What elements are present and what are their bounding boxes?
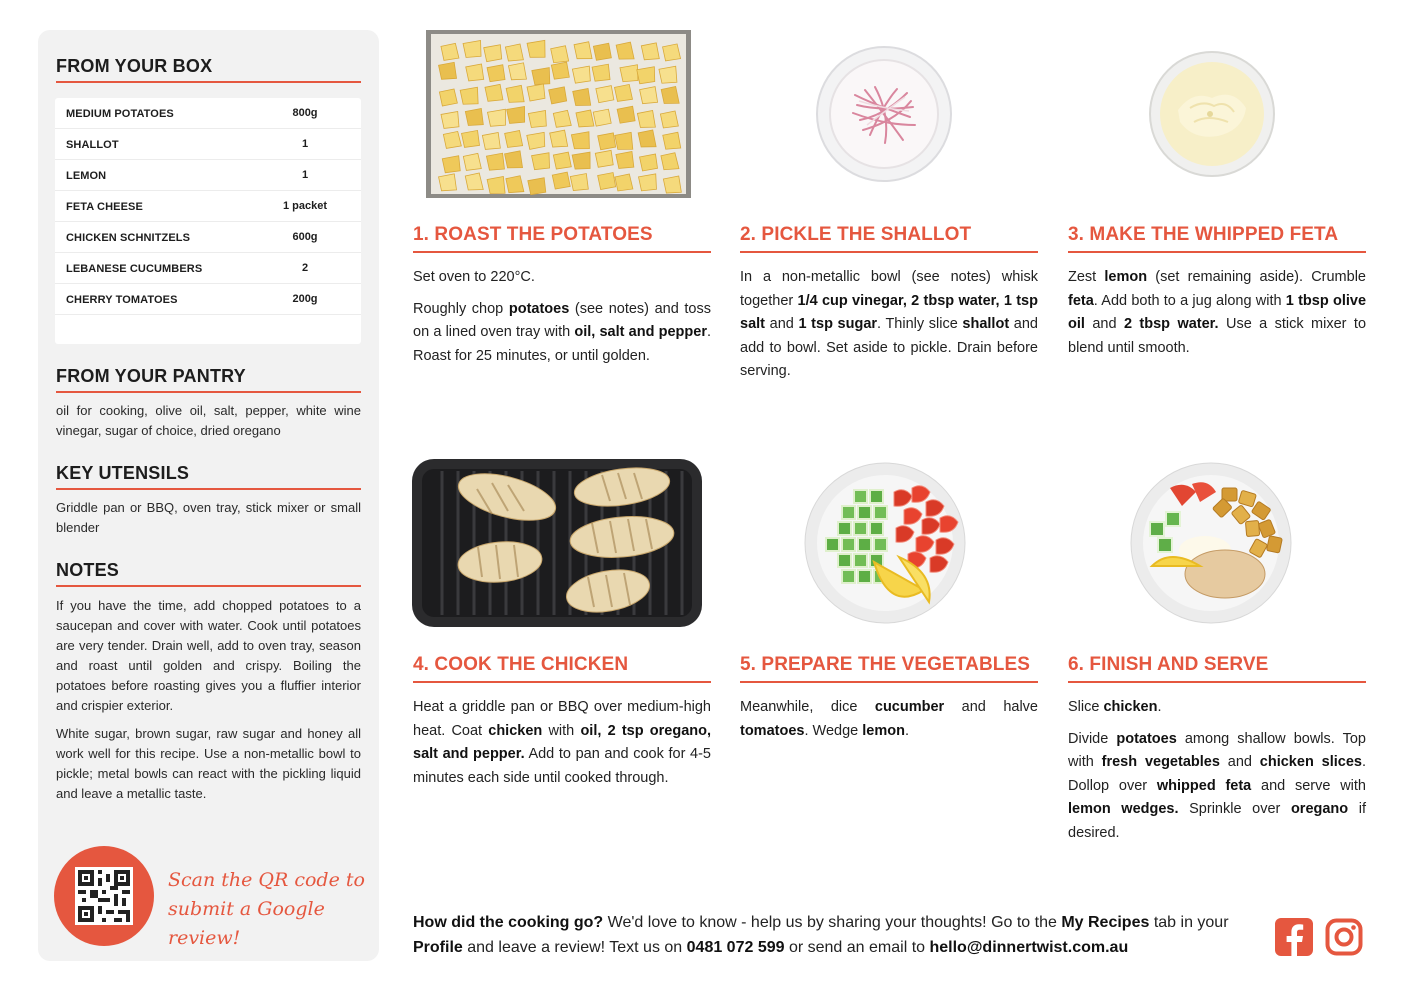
text: Heat a griddle pan or BBQ over medium-high heat. Coat	[413, 699, 711, 739]
qr-code-icon[interactable]	[75, 867, 133, 925]
cucumber-cube	[842, 538, 855, 551]
table-row	[55, 284, 361, 315]
potato-cube	[439, 89, 457, 106]
text: .	[1157, 699, 1162, 715]
cucumber-cube	[826, 538, 839, 551]
ingredient: chicken	[1103, 699, 1158, 715]
potato-cube	[532, 68, 550, 85]
text: and	[765, 316, 799, 332]
qr-caption-line-2: submit a Google review!	[168, 898, 325, 949]
potato-cube	[505, 44, 523, 61]
ingredient-name: LEBANESE CUCUMBERS	[66, 263, 203, 275]
ingredient-name: LEMON	[66, 170, 107, 182]
ingredient-name: CHICKEN SCHNITZELS	[66, 232, 191, 244]
ingredient-qty: 600g	[292, 231, 318, 243]
table-row	[55, 253, 361, 284]
potato-cube	[507, 106, 525, 123]
potato-cube	[485, 84, 503, 101]
text: tab in your	[1149, 914, 1229, 931]
notes-paragraph-2: White sugar, brown sugar, raw sugar and honey all work well for this recipe. Use a non-metallic bowl to pickle; metal bowls can react with the pickling liquid and leave a metallic taste.	[56, 726, 361, 801]
text: In a non-metallic bowl (see notes) whisk together	[740, 269, 1038, 309]
ingredients-table	[55, 98, 361, 344]
ingredient: cucumber	[874, 699, 945, 715]
potato-cube	[663, 132, 681, 149]
ingredient: 2 tbsp water.	[1123, 316, 1219, 332]
qr-badge	[54, 846, 154, 946]
step-2-text	[740, 266, 1038, 384]
facebook-icon[interactable]	[1275, 918, 1313, 956]
step-4-text	[413, 696, 711, 790]
cucumber-cube	[858, 570, 871, 583]
potato-cube	[527, 40, 545, 57]
potato-cube	[487, 109, 505, 126]
potato-cube	[572, 66, 590, 83]
step-5-paragraph-1	[740, 696, 1038, 743]
ingredient-qty: 1	[301, 138, 309, 150]
step-1-title: 1. ROAST THE POTATOES	[413, 224, 711, 253]
whipped-feta-image	[1148, 50, 1276, 178]
ingredient: lemon	[1104, 269, 1148, 285]
potato-cube	[487, 177, 505, 194]
step-2-paragraph-1	[740, 266, 1038, 384]
ingredient: 1 tsp sugar	[798, 316, 878, 332]
potato-cube	[661, 87, 679, 104]
text: . Roast for 25 minutes, or until golden.	[413, 324, 712, 364]
step-6-title: 6. FINISH AND SERVE	[1068, 654, 1366, 683]
email-link[interactable]: hello@dinnertwist.com.au	[929, 939, 1129, 956]
potato-cube	[641, 43, 659, 60]
table-row	[55, 129, 361, 160]
potato-cube	[484, 45, 502, 62]
potato-cube	[439, 62, 457, 79]
potato-cube	[640, 154, 658, 171]
potato-cube	[486, 153, 504, 170]
step-1-text	[413, 266, 711, 368]
potato-cube	[614, 84, 632, 101]
potato-cube	[442, 156, 460, 173]
potato-cube	[571, 132, 589, 149]
potato-cube	[506, 85, 524, 102]
text: and halve	[944, 699, 1038, 715]
roasted-potatoes-image	[426, 30, 691, 198]
ingredient-name: MEDIUM POTATOES	[66, 108, 174, 120]
potato-cube	[552, 172, 570, 189]
potato-cube	[595, 150, 613, 167]
from-box-heading: FROM YOUR BOX	[56, 56, 361, 83]
cucumber-cube	[854, 490, 867, 503]
potato-cube	[616, 151, 634, 168]
potato-piece	[1266, 536, 1282, 553]
text: . Thinly slice	[877, 316, 963, 332]
ingredient: lemon wedges.	[1068, 801, 1179, 817]
potato-cube	[528, 178, 546, 195]
text: Meanwhile, dice	[740, 699, 875, 715]
profile-label: Profile	[413, 939, 463, 956]
ingredient-qty: 200g	[292, 293, 318, 305]
potato-cube	[463, 153, 481, 170]
table-row	[55, 222, 361, 253]
step-6-paragraph-1	[1068, 696, 1366, 720]
review-footer	[413, 910, 1263, 960]
cucumber-cube	[858, 506, 871, 519]
text: .	[904, 722, 909, 739]
notes-heading: NOTES	[56, 560, 361, 587]
step-6-text	[1068, 696, 1366, 845]
my-recipes-label: My Recipes	[1061, 914, 1150, 931]
potato-cube	[596, 86, 614, 103]
potato-cube	[482, 132, 500, 149]
potato-cube	[615, 132, 633, 149]
potato-cube	[466, 64, 484, 81]
ingredient-qty: 2	[301, 262, 309, 274]
ingredient-qty: 1	[301, 169, 309, 181]
potato-cube	[465, 108, 483, 125]
text: (see notes) and toss on a lined oven tray with	[413, 300, 711, 340]
text: (set remaining aside). Crumble	[1147, 269, 1366, 285]
cucumber-cube	[870, 490, 883, 503]
ingredient: oil, salt and pepper	[574, 324, 707, 340]
text: and serve with	[1251, 777, 1366, 794]
pickled-shallot-image	[815, 45, 953, 183]
potato-cube	[573, 88, 591, 105]
potato-cube	[505, 130, 523, 147]
potato-cube	[570, 174, 588, 191]
potato-cube	[551, 62, 569, 79]
potato-cube	[598, 133, 616, 150]
step-2-title: 2. PICKLE THE SHALLOT	[740, 224, 1038, 253]
ingredient: potatoes	[508, 300, 570, 317]
potato-cube	[551, 46, 569, 63]
text: . Dollop over	[1068, 754, 1366, 794]
cucumber-cube	[870, 522, 883, 535]
text: among shallow bowls. Top with	[1068, 730, 1366, 770]
text: or send an email to	[784, 939, 930, 956]
ingredient-name: CHERRY TOMATOES	[66, 294, 178, 306]
potato-cube	[532, 153, 550, 170]
footer-question: How did the cooking go?	[413, 914, 604, 931]
text: and leave a review! Text us on	[462, 939, 687, 956]
potato-cube	[505, 151, 523, 168]
potato-cube	[528, 111, 546, 128]
ingredient-name: SHALLOT	[66, 139, 119, 151]
finished-bowl-image	[1130, 462, 1292, 624]
text: . Add both to a jug along with	[1093, 292, 1286, 309]
step-4-paragraph-1	[413, 696, 711, 790]
potato-cube	[659, 66, 677, 83]
cucumber-cube	[838, 554, 851, 567]
text: Divide	[1068, 730, 1117, 747]
table-row	[55, 191, 361, 222]
potato-cube	[441, 43, 459, 60]
ingredient: chicken slices	[1259, 754, 1362, 770]
ingredient: lemon	[862, 722, 905, 739]
potato-cube	[508, 63, 526, 80]
ingredient: oregano	[1290, 801, 1349, 817]
potato-cube	[663, 176, 681, 193]
ingredient: shallot	[962, 316, 1010, 332]
potato-cube	[593, 109, 611, 126]
ingredient: oil, 2 tsp oregano, salt and pepper.	[413, 722, 711, 762]
text: with	[542, 722, 581, 739]
cucumber-cube	[842, 506, 855, 519]
potato-cube	[640, 87, 658, 104]
step-1-paragraph-1: Set oven to 220°C.	[413, 269, 535, 285]
potato-cube	[660, 111, 678, 128]
potato-cube	[663, 44, 681, 61]
ingredient-name: FETA CHEESE	[66, 201, 143, 213]
ingredient-qty: 800g	[292, 107, 318, 119]
potato-cube	[593, 43, 611, 60]
potato-cube	[443, 131, 461, 148]
table-row	[55, 160, 361, 191]
ingredient: whipped feta	[1156, 777, 1252, 794]
potato-cube	[615, 174, 633, 191]
step-3-paragraph-1	[1068, 266, 1366, 360]
qr-caption	[168, 866, 368, 953]
potato-cube	[553, 152, 571, 169]
text: if desired.	[1068, 801, 1366, 841]
potato-cube	[637, 67, 655, 84]
step-3-title: 3. MAKE THE WHIPPED FETA	[1068, 224, 1366, 253]
potato-cube	[527, 132, 545, 149]
notes-paragraph-1: If you have the time, add chopped potatoes to a saucepan and cover with water. Cook until potatoes are very tender. Drain well, add to oven tray, season and roast until golden and crispy. Boiling the potatoes before roasting gives you a fluffier interior and crispier exterior.	[56, 598, 361, 713]
ingredient: chicken	[488, 722, 543, 739]
step-1-paragraph-2	[413, 298, 711, 369]
ingredient-qty: 1 packet	[282, 200, 328, 212]
text: . Wedge	[804, 722, 863, 739]
step-3-text	[1068, 266, 1366, 360]
vegetables-image	[804, 462, 966, 624]
text: Add to pan and cook for 4-5 minutes each side until cooked through.	[413, 746, 711, 786]
text: Zest	[1068, 269, 1105, 285]
chicken-griddle-image	[412, 459, 702, 627]
utensils-text: Griddle pan or BBQ, oven tray, stick mixer or small blender	[56, 500, 361, 535]
phone-link[interactable]: 0481 072 599	[686, 939, 785, 956]
text: We'd love to know - help us by sharing your thoughts! Go to the	[603, 914, 1062, 931]
cucumber-cube	[854, 522, 867, 535]
text: Sprinkle over	[1178, 801, 1291, 817]
ingredient: 1 tbsp olive oil	[1068, 292, 1367, 332]
utensils-heading: KEY UTENSILS	[56, 463, 361, 490]
text: Slice	[1068, 699, 1104, 715]
potato-cube	[572, 152, 590, 169]
ingredient: potatoes	[1116, 730, 1177, 747]
step-6-paragraph-2	[1068, 728, 1366, 846]
potato-cube	[576, 110, 594, 127]
potato-cube	[439, 174, 457, 191]
potato-cube	[463, 40, 481, 57]
ingredients-sidebar	[38, 30, 379, 961]
table-row	[55, 98, 361, 129]
ingredient: 1/4 cup vinegar, 2 tbsp water, 1 tsp salt	[740, 292, 1038, 332]
potato-cube	[638, 130, 656, 147]
potato-piece	[1245, 521, 1259, 537]
text: Use a stick mixer to blend until smooth.	[1068, 316, 1367, 356]
step-4-title: 4. COOK THE CHICKEN	[413, 654, 711, 683]
potato-cube	[638, 174, 656, 191]
potato-cube	[441, 111, 459, 128]
step-5-text	[740, 696, 1038, 743]
potato-cube	[460, 87, 478, 104]
cucumber-cube	[874, 506, 887, 519]
text: and	[1219, 754, 1260, 770]
text: Roughly chop	[413, 300, 509, 317]
ingredient: tomatoes	[740, 722, 805, 739]
cucumber-cube	[854, 554, 867, 567]
ingredient: feta	[1068, 292, 1094, 309]
cucumber-cube	[874, 538, 887, 551]
pantry-heading: FROM YOUR PANTRY	[56, 366, 361, 393]
potato-cube	[550, 130, 568, 147]
step-5-title: 5. PREPARE THE VEGETABLES	[740, 654, 1038, 683]
potato-cube	[527, 84, 545, 101]
cucumber-cube	[842, 570, 855, 583]
qr-caption-line-1: Scan the QR code to	[168, 869, 365, 891]
potato-cube	[617, 106, 635, 123]
potato-cube	[637, 110, 655, 127]
potato-cube	[592, 64, 610, 81]
text: and	[1084, 316, 1124, 332]
cucumber-cube	[838, 522, 851, 535]
ingredient: fresh vegetables	[1101, 754, 1220, 770]
text: and add to bowl. Set aside to pickle. Drain before serving.	[740, 316, 1038, 379]
potato-cube	[574, 42, 592, 59]
potato-cube	[549, 87, 567, 104]
instagram-icon[interactable]	[1325, 918, 1363, 956]
potato-cube	[598, 173, 616, 190]
potato-cube	[620, 65, 638, 82]
cucumber-cube	[858, 538, 871, 551]
pantry-text: oil for cooking, olive oil, salt, pepper, white wine vinegar, sugar of choice, dried oregano	[56, 403, 361, 438]
potato-cube	[462, 130, 480, 147]
potato-cube	[487, 65, 505, 82]
